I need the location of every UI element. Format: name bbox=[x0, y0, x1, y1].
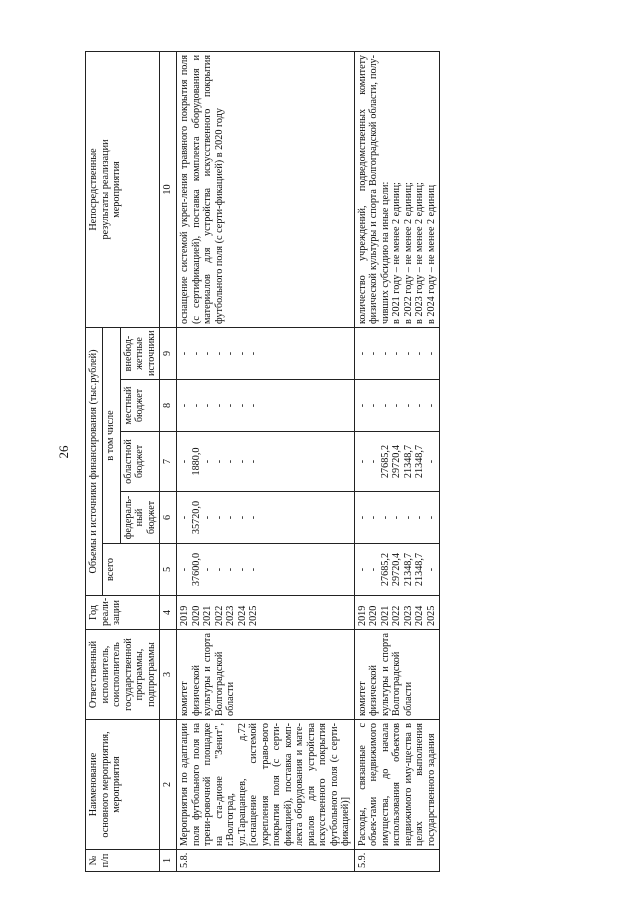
row-number: 5.8. bbox=[177, 850, 355, 872]
header-activity-name: Наименование основного мероприятия, мероприятия bbox=[86, 720, 160, 850]
federal-values bbox=[354, 492, 440, 544]
year-value: 2025 bbox=[248, 605, 259, 626]
column-number: 10 bbox=[160, 51, 177, 327]
total-value: 21348,7 bbox=[414, 552, 425, 587]
header-federal: федераль- ный бюджет bbox=[120, 492, 160, 544]
offbudget-value: - bbox=[391, 351, 402, 356]
local-value: - bbox=[248, 403, 259, 408]
column-number: 2 bbox=[160, 720, 177, 850]
offbudget-value: - bbox=[179, 351, 190, 356]
federal-value: 35720,0 bbox=[190, 500, 202, 535]
column-number: 8 bbox=[160, 380, 177, 432]
activity-name: Мероприятия по адаптации поля футбольного поля на трени-ровочной площадке на ста-дионе "Зенит", г.Волгоград, ул.Таращанцев, д.72 [оснащение системой укрепления траво-вого покрытия поля (с серти-фикацией), поставка комп-лекта оборудования и мате-риалов для устройства искусственного покрытия футбольного поля (с серти-фикацией)] bbox=[177, 720, 355, 850]
header-local: местный бюджет bbox=[120, 380, 160, 432]
table-row-5-9 bbox=[354, 51, 440, 871]
total-value: - bbox=[225, 567, 236, 572]
row-number: 5.9. bbox=[354, 850, 440, 872]
total-value: - bbox=[202, 567, 213, 572]
regional-value: - bbox=[356, 459, 368, 464]
year-value: 2022 bbox=[391, 605, 402, 626]
local-value: - bbox=[236, 403, 248, 408]
regional-value: - bbox=[213, 459, 225, 464]
offbudget-value: - bbox=[356, 351, 368, 356]
total-value: - bbox=[356, 567, 368, 572]
total-value: - bbox=[236, 567, 248, 572]
local-value: - bbox=[225, 403, 236, 408]
total-value: - bbox=[179, 567, 190, 572]
year-value: 2021 bbox=[379, 605, 391, 626]
local-value: - bbox=[213, 403, 225, 408]
offbudget-value: - bbox=[190, 351, 202, 356]
regional-value: - bbox=[202, 459, 213, 464]
header-including: в том числе bbox=[102, 327, 120, 543]
total-value: 37600,0 bbox=[190, 552, 202, 587]
header-num: № п/п bbox=[86, 850, 160, 872]
year-value: 2023 bbox=[402, 605, 414, 626]
federal-value: - bbox=[179, 515, 190, 520]
column-number: 4 bbox=[160, 596, 177, 630]
column-number: 7 bbox=[160, 432, 177, 492]
offbudget-value: - bbox=[202, 351, 213, 356]
local-values bbox=[354, 380, 440, 432]
total-value: - bbox=[213, 567, 225, 572]
local-value: - bbox=[202, 403, 213, 408]
total-value: - bbox=[368, 567, 379, 572]
rotated-table-container bbox=[85, 52, 605, 872]
year-value: 2021 bbox=[202, 605, 213, 626]
year-value: 2023 bbox=[225, 605, 236, 626]
federal-value: - bbox=[225, 515, 236, 520]
regional-value: 27685,2 bbox=[379, 444, 391, 479]
federal-value: - bbox=[248, 515, 259, 520]
regional-value: 21348,7 bbox=[414, 444, 425, 479]
header-results: Непосредственные результаты реализации мероприятия bbox=[86, 51, 160, 327]
year-value: 2025 bbox=[425, 605, 437, 626]
local-value: - bbox=[179, 403, 190, 408]
federal-value: - bbox=[391, 515, 402, 520]
total-values bbox=[354, 544, 440, 596]
year-value: 2024 bbox=[236, 605, 248, 626]
offbudget-values bbox=[177, 327, 355, 379]
local-value: - bbox=[414, 403, 425, 408]
regional-value: - bbox=[179, 459, 190, 464]
column-number: 9 bbox=[160, 327, 177, 379]
federal-value: - bbox=[356, 515, 368, 520]
federal-value: - bbox=[213, 515, 225, 520]
year-value: 2020 bbox=[190, 605, 202, 626]
total-value: - bbox=[248, 567, 259, 572]
offbudget-value: - bbox=[236, 351, 248, 356]
offbudget-value: - bbox=[379, 351, 391, 356]
total-value: 21348,7 bbox=[402, 552, 414, 587]
year-value: 2019 bbox=[356, 605, 368, 626]
column-number-row bbox=[160, 51, 177, 871]
local-value: - bbox=[425, 403, 437, 408]
header-offbudget: внебюд- жетные источники bbox=[120, 327, 160, 379]
regional-values bbox=[177, 432, 355, 492]
regional-value: - bbox=[225, 459, 236, 464]
activity-result: оснащение системой укреп-ления травяного покрытия поля (с сертификацией), поставка комплекта оборудования и материалов для устройства искусственного покрытия футбольного поля (с серти-фикацией) в 2020 году bbox=[177, 51, 355, 327]
offbudget-value: - bbox=[414, 351, 425, 356]
activity-result: количество учреждений, подведомственных комитету физической культуры и спорта Волгоградской области, полу-чивших субсидию на иные цели: в 2021 году – не менее 2 единиц; в 2022 году – не менее 2 единиц; в 2023 году – не менее 2 единиц; в 2024 году – не менее 2 единиц bbox=[354, 51, 440, 327]
total-value: - bbox=[425, 567, 437, 572]
executor: комитет физической культуры и спорта Волгоградской области bbox=[177, 630, 355, 720]
header-year: Год реали- зации bbox=[86, 596, 160, 630]
local-value: - bbox=[379, 403, 391, 408]
federal-value: - bbox=[202, 515, 213, 520]
offbudget-value: - bbox=[402, 351, 414, 356]
federal-value: - bbox=[236, 515, 248, 520]
federal-value: - bbox=[414, 515, 425, 520]
header-executor: Ответственный исполнитель, соисполнитель государственной программы, подпрограммы bbox=[86, 630, 160, 720]
regional-values bbox=[354, 432, 440, 492]
total-values bbox=[177, 544, 355, 596]
federal-value: - bbox=[368, 515, 379, 520]
local-value: - bbox=[402, 403, 414, 408]
offbudget-value: - bbox=[248, 351, 259, 356]
executor: комитет физической культуры и спорта Волгоградской области bbox=[354, 630, 440, 720]
local-value: - bbox=[190, 403, 202, 408]
regional-value: 29720,4 bbox=[391, 444, 402, 479]
header-regional: областной бюджет bbox=[120, 432, 160, 492]
activity-name: Расходы, связанные с объек-тами недвижимого имущества, до начала использования объектов недвижимого иму-щества в целях выполнения государственного задания bbox=[354, 720, 440, 850]
table-row-5-8 bbox=[177, 51, 355, 871]
regional-value: 1880,0 bbox=[190, 447, 202, 476]
program-activities-table bbox=[85, 51, 440, 872]
column-number: 6 bbox=[160, 492, 177, 544]
federal-value: - bbox=[379, 515, 391, 520]
local-values bbox=[177, 380, 355, 432]
offbudget-value: - bbox=[368, 351, 379, 356]
federal-value: - bbox=[402, 515, 414, 520]
federal-value: - bbox=[425, 515, 437, 520]
page-number: 26 bbox=[56, 445, 71, 459]
total-value: 27685,2 bbox=[379, 552, 391, 587]
regional-value: - bbox=[368, 459, 379, 464]
local-value: - bbox=[356, 403, 368, 408]
regional-value: - bbox=[248, 459, 259, 464]
offbudget-values bbox=[354, 327, 440, 379]
local-value: - bbox=[368, 403, 379, 408]
offbudget-value: - bbox=[425, 351, 437, 356]
year-value: 2019 bbox=[179, 605, 190, 626]
years-list bbox=[177, 596, 355, 630]
header-funding-group: Объемы и источники финансирования (тыс.рублей) bbox=[86, 327, 103, 595]
federal-values bbox=[177, 492, 355, 544]
column-number: 3 bbox=[160, 630, 177, 720]
header-total: всего bbox=[102, 544, 160, 596]
years-list bbox=[354, 596, 440, 630]
total-value: 29720,4 bbox=[391, 552, 402, 587]
year-value: 2020 bbox=[368, 605, 379, 626]
local-value: - bbox=[391, 403, 402, 408]
offbudget-value: - bbox=[225, 351, 236, 356]
offbudget-value: - bbox=[213, 351, 225, 356]
regional-value: - bbox=[236, 459, 248, 464]
year-value: 2024 bbox=[414, 605, 425, 626]
year-value: 2022 bbox=[213, 605, 225, 626]
column-number: 5 bbox=[160, 544, 177, 596]
regional-value: - bbox=[425, 459, 437, 464]
column-number: 1 bbox=[160, 850, 177, 872]
regional-value: 21348,7 bbox=[402, 444, 414, 479]
